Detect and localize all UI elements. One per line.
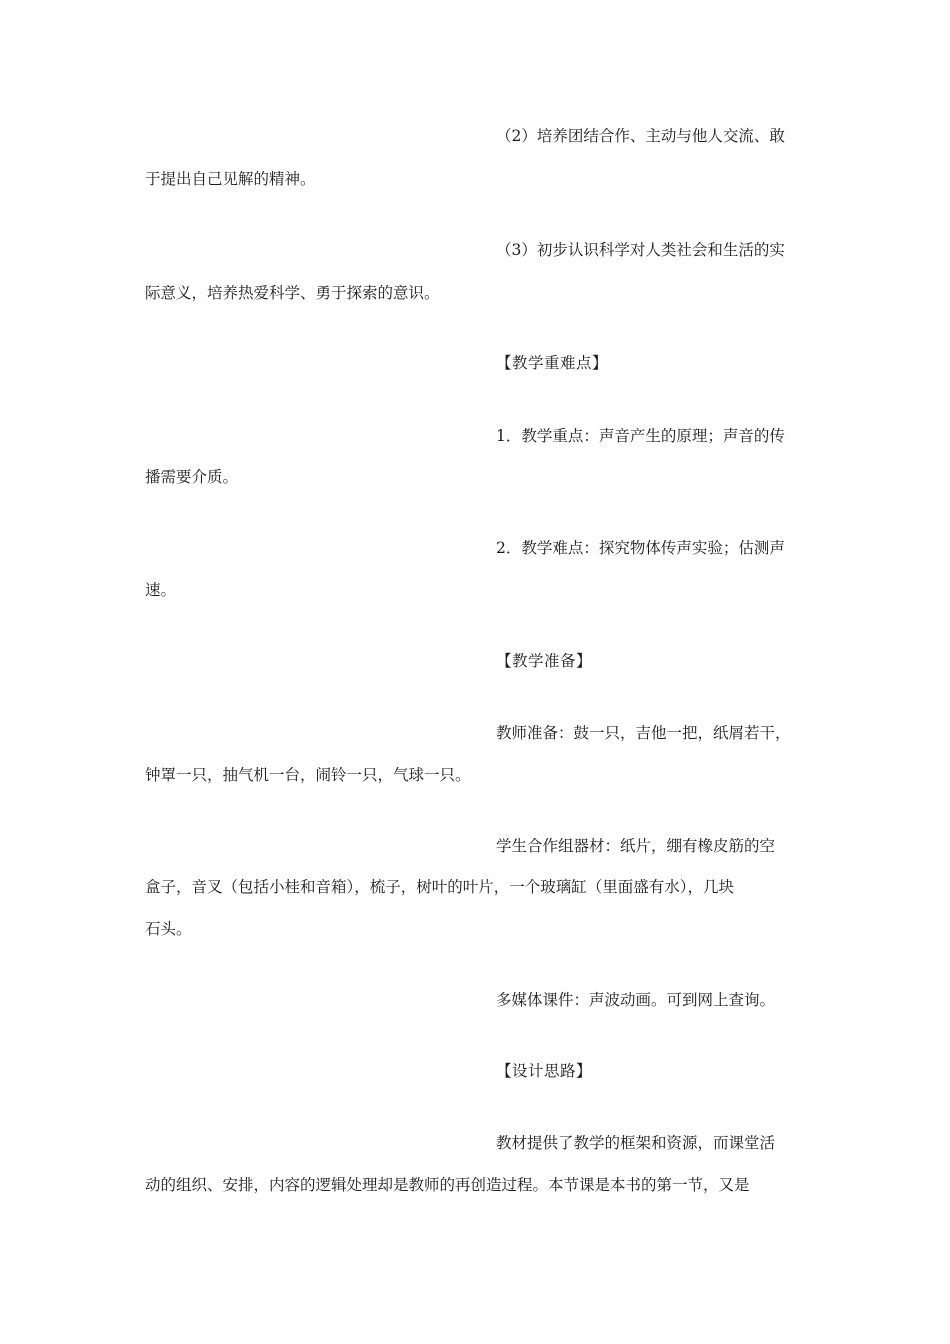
paragraph-multimedia: 多媒体课件：声波动画。可到网上查询。 xyxy=(496,991,776,1009)
section-heading-key-points: 【教学重难点】 xyxy=(496,354,609,372)
paragraph-teacher-prep-line-1: 教师准备：鼓一只，吉他一把，纸屑若干， xyxy=(496,724,791,742)
paragraph-key-point-line-1: 1．教学重点：声音产生的原理；声音的传 xyxy=(496,427,785,445)
section-heading-design: 【设计思路】 xyxy=(496,1062,593,1080)
paragraph-student-equipment-line-1: 学生合作组器材：纸片，绷有橡皮筋的空 xyxy=(496,837,776,855)
paragraph-design-line-1: 教材提供了教学的框架和资源，而课堂活 xyxy=(496,1134,776,1152)
paragraph-difficulty-line-1: 2．教学难点：探究物体传声实验；估测声 xyxy=(496,539,785,557)
paragraph-design-line-2: 动的组织、安排，内容的逻辑处理却是教师的再创造过程。本节课是本书的第一节，又是 xyxy=(145,1176,750,1194)
paragraph-objective-2-line-2: 于提出自己见解的精神。 xyxy=(145,170,316,188)
paragraph-student-equipment-line-3: 石头。 xyxy=(145,920,192,938)
paragraph-objective-2-line-1: （2）培养团结合作、主动与他人交流、敢 xyxy=(496,127,785,145)
section-heading-preparation: 【教学准备】 xyxy=(496,652,593,670)
paragraph-student-equipment-line-2: 盒子，音叉（包括小桂和音箱），梳子，树叶的叶片，一个玻璃缸（里面盛有水），几块 xyxy=(145,878,735,896)
paragraph-key-point-line-2: 播需要介质。 xyxy=(145,468,239,486)
paragraph-objective-3-line-1: （3）初步认识科学对人类社会和生活的实 xyxy=(496,241,785,259)
paragraph-teacher-prep-line-2: 钟罩一只，抽气机一台，闹铃一只，气球一只。 xyxy=(145,766,471,784)
paragraph-difficulty-line-2: 速。 xyxy=(145,581,177,599)
paragraph-objective-3-line-2: 际意义，培养热爱科学、勇于探索的意识。 xyxy=(145,284,440,302)
